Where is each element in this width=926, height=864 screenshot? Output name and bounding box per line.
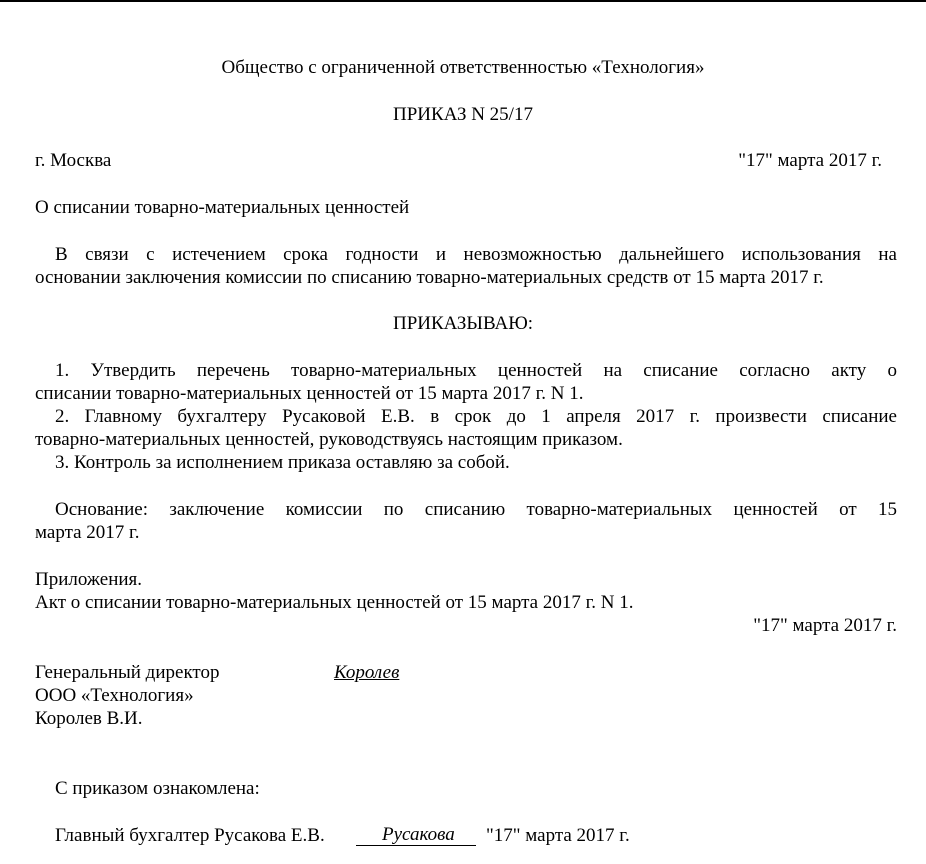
acknowledgement-label: С приказом ознакомлена: [55, 778, 260, 799]
preamble-line-1: В связи с истечением срока годности и невозможностью дальнейшего использования на [55, 244, 897, 265]
director-signature: Королев [334, 662, 400, 683]
acknowledgement-signature-line [356, 825, 476, 846]
signatory-organization: ООО «Технология» [35, 685, 194, 706]
basis-paragraph [35, 498, 897, 544]
signatory-name: Королев В.И. [35, 708, 143, 729]
order-item-3: 3. Контроль за исполнением приказа оставляю за собой. [55, 452, 510, 473]
acknowledgement-person: Главный бухгалтер Русакова Е.В. [55, 825, 325, 846]
basis-line-1: Основание: заключение комиссии по списанию товарно-материальных ценностей от 15 [55, 499, 897, 520]
order-item-1-line-2: списании товарно-материальных ценностей от 15 марта 2017 г. N 1. [35, 383, 584, 404]
order-subject: О списании товарно-материальных ценностей [35, 197, 410, 218]
preamble-line-2: основании заключения комиссии по списанию товарно-материальных средств от 15 марта 2017 г. [35, 267, 824, 288]
acknowledgement-date: "17" марта 2017 г. [486, 825, 630, 846]
preamble-paragraph [35, 243, 897, 289]
order-directive-heading: ПРИКАЗЫВАЮ: [392, 313, 534, 334]
order-item-1-line-1: 1. Утвердить перечень товарно-материальных ценностей на списание согласно акту о [55, 360, 897, 381]
signatory-position: Генеральный директор [35, 662, 220, 683]
order-item-2-line-1: 2. Главному бухгалтеру Русаковой Е.В. в срок до 1 апреля 2017 г. произвести списание [55, 406, 897, 427]
accountant-signature: Русакова [382, 824, 455, 845]
order-item-1 [35, 359, 897, 405]
attachment-item: Акт о списании товарно-материальных ценностей от 15 марта 2017 г. N 1. [35, 592, 634, 613]
attachments-date: "17" марта 2017 г. [753, 615, 897, 636]
basis-line-2: марта 2017 г. [35, 522, 140, 543]
order-date: "17" марта 2017 г. [738, 150, 882, 171]
organization-name: Общество с ограниченной ответственностью «Технология» [221, 57, 705, 78]
attachments-label: Приложения. [35, 569, 143, 590]
order-title: ПРИКАЗ N 25/17 [393, 104, 533, 125]
order-item-2 [35, 405, 897, 451]
top-border-line [0, 0, 926, 2]
order-item-2-line-2: товарно-материальных ценностей, руководствуясь настоящим приказом. [35, 429, 623, 450]
order-city: г. Москва [35, 150, 112, 171]
